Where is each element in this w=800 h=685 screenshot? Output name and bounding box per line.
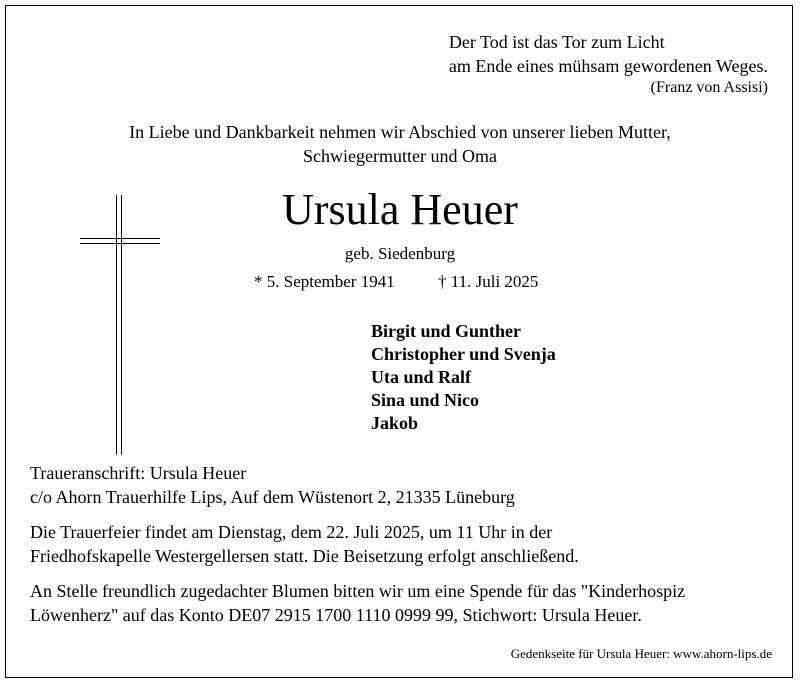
- birth-date: * 5. September 1941: [254, 272, 395, 291]
- deceased-name: Ursula Heuer: [282, 185, 518, 234]
- birth-name: geb. Siedenburg: [344, 244, 456, 263]
- donation-line-2: Löwenherz" auf das Konto DE07 2915 1700 1110 0999 99, Stichwort: Ursula Heuer.: [30, 605, 642, 625]
- family-member: Christopher und Svenja: [371, 344, 556, 364]
- donation-block: [30, 579, 790, 627]
- intro-line-2: Schwiegermutter und Oma: [303, 146, 497, 166]
- quote-author: (Franz von Assisi): [650, 79, 768, 96]
- ceremony-block: [30, 520, 790, 568]
- family-member: Sina und Nico: [371, 390, 480, 410]
- quote: [449, 30, 768, 78]
- family-member: Jakob: [371, 413, 419, 433]
- intro-text: [0, 120, 800, 168]
- intro-line-1: In Liebe und Dankbarkeit nehmen wir Abschied von unserer lieben Mutter,: [129, 122, 671, 142]
- address-line-2: c/o Ahorn Trauerhilfe Lips, Auf dem Wüstenort 2, 21335 Lüneburg: [30, 487, 515, 507]
- memorial-page-link[interactable]: Gedenkseite für Ursula Heuer: www.ahorn-lips.de: [510, 646, 772, 661]
- ceremony-line-1: Die Trauerfeier findet am Dienstag, dem 22. Juli 2025, um 11 Uhr in der: [30, 522, 553, 542]
- family-member: Uta und Ralf: [371, 367, 472, 387]
- death-date: † 11. Juli 2025: [438, 272, 539, 291]
- quote-line-2: am Ende eines mühsam gewordenen Weges.: [448, 56, 768, 76]
- donation-line-1: An Stelle freundlich zugedachter Blumen bitten wir um eine Spende für das "Kinderhospiz: [30, 581, 686, 601]
- address-block: [30, 461, 790, 509]
- address-line-1: Traueranschrift: Ursula Heuer: [30, 463, 247, 483]
- family-member: Birgit und Gunther: [371, 321, 522, 341]
- ceremony-line-2: Friedhofskapelle Westergellersen statt. Die Beisetzung erfolgt anschließend.: [30, 546, 579, 566]
- family-list: [371, 320, 556, 435]
- quote-line-1: Der Tod ist das Tor zum Licht: [448, 32, 665, 52]
